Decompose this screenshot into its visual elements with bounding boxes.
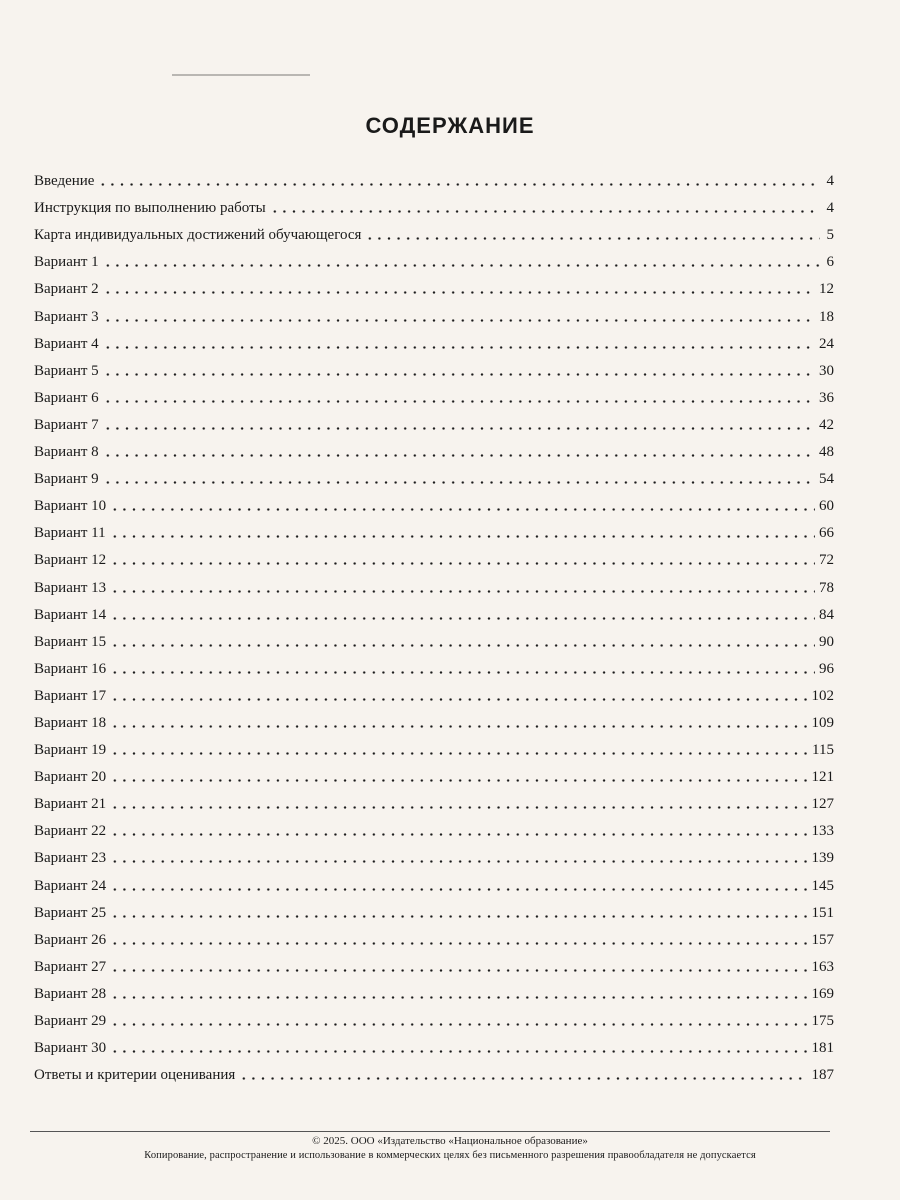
top-divider	[172, 74, 310, 76]
toc-entry-label: Вариант 30	[34, 1040, 107, 1057]
toc-entry-page-number: 169	[811, 985, 834, 1002]
toc-entry-label: Ответы и критерии оценивания	[34, 1067, 236, 1084]
dot-leader	[239, 1077, 807, 1080]
page-title: СОДЕРЖАНИЕ	[365, 113, 535, 138]
toc-entry-label: Вариант 8	[34, 444, 99, 461]
toc-entry-page-number: 181	[811, 1040, 834, 1057]
dot-leader	[110, 833, 807, 836]
toc-entry-page-number: 133	[811, 823, 834, 840]
toc-entry-page-number: 109	[811, 714, 834, 731]
toc-entry-page-number: 48	[819, 444, 834, 461]
toc-entry-page-number: 5	[826, 227, 834, 244]
dot-leader	[110, 671, 815, 674]
toc-entry[interactable]	[34, 541, 834, 568]
toc-entry-label: Вариант 26	[34, 931, 107, 948]
toc-entry-label: Вариант 18	[34, 714, 107, 731]
dot-leader	[103, 319, 815, 322]
toc-entry-page-number: 72	[819, 552, 834, 569]
toc-entry[interactable]	[34, 975, 834, 1002]
dot-leader	[110, 996, 807, 999]
dot-leader	[103, 400, 815, 403]
toc-entry-page-number: 36	[819, 389, 834, 406]
toc-entry-label: Вариант 24	[34, 877, 107, 894]
footer-divider	[30, 1131, 830, 1132]
toc-entry-page-number: 163	[811, 958, 834, 975]
toc-entry-page-number: 54	[819, 471, 834, 488]
toc-entry[interactable]	[34, 866, 834, 893]
toc-entry-page-number: 12	[819, 281, 834, 298]
toc-entry[interactable]	[34, 379, 834, 406]
dot-leader	[103, 291, 815, 294]
toc-entry-page-number: 175	[811, 1013, 834, 1029]
toc-entry[interactable]	[34, 839, 834, 866]
toc-entry[interactable]	[34, 758, 834, 785]
toc-entry-page-number: 4	[826, 200, 834, 217]
toc-entry-label: Вариант 4	[34, 335, 99, 352]
toc-entry-page-number: 60	[819, 498, 834, 515]
toc-entry-page-number: 127	[811, 796, 834, 813]
toc-entry-label: Вариант 19	[34, 742, 107, 759]
toc-entry[interactable]	[34, 352, 834, 379]
dot-leader	[110, 1023, 807, 1026]
toc-entry-label: Карта индивидуальных достижений обучающегося	[34, 227, 362, 244]
toc-entry[interactable]	[34, 677, 834, 704]
dot-leader	[103, 454, 815, 457]
toc-entry[interactable]	[34, 948, 834, 975]
toc-entry-label: Вариант 23	[34, 850, 107, 867]
toc-entry-page-number: 66	[819, 525, 834, 542]
toc-entry-label: Вариант 14	[34, 606, 107, 623]
dot-leader	[110, 562, 815, 565]
dot-leader	[103, 346, 815, 349]
dot-leader	[110, 725, 807, 728]
dot-leader	[110, 644, 815, 647]
dot-leader	[110, 888, 807, 891]
toc-entry[interactable]	[34, 1002, 834, 1029]
toc-entry-page-number: 30	[819, 362, 834, 379]
toc-entry[interactable]	[34, 623, 834, 650]
dot-leader	[110, 806, 807, 809]
dot-leader	[110, 915, 807, 918]
toc-entry-page-number: 90	[819, 633, 834, 650]
toc-entry-page-number: 157	[811, 931, 834, 948]
dot-leader	[270, 210, 820, 213]
toc-entry[interactable]	[34, 270, 834, 297]
toc-entry-page-number: 24	[819, 335, 834, 352]
dot-leader	[103, 264, 820, 267]
toc-entry-page-number: 96	[819, 660, 834, 677]
toc-entry[interactable]	[34, 487, 834, 514]
toc-entry[interactable]	[34, 894, 834, 921]
toc-entry[interactable]	[34, 650, 834, 677]
toc-entry-label: Вариант 29	[34, 1013, 107, 1029]
dot-leader	[110, 698, 807, 701]
toc-entry-label: Вариант 17	[34, 687, 107, 704]
toc-entry-label: Вариант 9	[34, 471, 99, 488]
toc-entry[interactable]	[34, 785, 834, 812]
dot-leader	[110, 590, 815, 593]
toc-entry-label: Вариант 2	[34, 281, 99, 298]
toc-entry[interactable]	[34, 568, 834, 595]
toc-entry[interactable]	[34, 406, 834, 433]
dot-leader	[110, 969, 807, 972]
toc-entry-label: Вариант 21	[34, 796, 107, 813]
toc-entry-label: Инструкция по выполнению работы	[34, 200, 266, 217]
dot-leader	[110, 1050, 807, 1053]
toc-entry-label: Вариант 22	[34, 823, 107, 840]
toc-entry-page-number: 84	[819, 606, 834, 623]
dot-leader	[98, 183, 820, 186]
toc-entry-page-number: 4	[826, 173, 834, 190]
toc-entry[interactable]	[34, 812, 834, 839]
toc-entry-label: Вариант 16	[34, 660, 107, 677]
dot-leader	[103, 373, 815, 376]
toc-entry-page-number: 6	[826, 254, 834, 271]
toc-entry-label: Вариант 11	[34, 525, 106, 542]
dot-leader	[110, 779, 807, 782]
toc-entry-page-number: 187	[811, 1067, 834, 1084]
toc-entry-label: Вариант 3	[34, 308, 99, 325]
toc-entry[interactable]	[34, 189, 834, 216]
toc-entry-label: Вариант 20	[34, 769, 107, 786]
toc-entry-page-number: 121	[811, 769, 834, 786]
table-of-contents	[34, 162, 834, 1083]
toc-entry-page-number: 18	[819, 308, 834, 325]
dot-leader	[110, 752, 808, 755]
toc-entry-label: Вариант 1	[34, 254, 99, 271]
dot-leader	[110, 535, 815, 538]
dot-leader	[110, 860, 807, 863]
toc-entry[interactable]	[34, 921, 834, 948]
dot-leader	[365, 237, 820, 240]
toc-entry-label: Вариант 27	[34, 958, 107, 975]
toc-entry-page-number: 139	[811, 850, 834, 867]
toc-entry-label: Вариант 15	[34, 633, 107, 650]
toc-entry[interactable]	[34, 243, 834, 270]
toc-entry-page-number: 102	[811, 687, 834, 704]
dot-leader	[110, 508, 815, 511]
toc-entry-page-number: 78	[819, 579, 834, 596]
toc-entry-label: Вариант 28	[34, 985, 107, 1002]
toc-entry[interactable]	[34, 704, 834, 731]
dot-leader	[110, 617, 815, 620]
toc-entry[interactable]	[34, 460, 834, 487]
dot-leader	[103, 481, 815, 484]
toc-entry[interactable]	[34, 731, 834, 758]
dot-leader	[110, 942, 807, 945]
toc-entry-page-number: 145	[811, 877, 834, 894]
toc-entry-label: Вариант 5	[34, 362, 99, 379]
toc-entry[interactable]	[34, 162, 834, 189]
toc-entry-label: Вариант 12	[34, 552, 107, 569]
toc-entry[interactable]	[34, 325, 834, 352]
toc-entry[interactable]	[34, 1029, 834, 1056]
toc-entry-page-number: 151	[811, 904, 834, 921]
dot-leader	[103, 427, 815, 430]
toc-entry-label: Вариант 10	[34, 498, 107, 515]
toc-entry[interactable]	[34, 514, 834, 541]
toc-entry-label: Вариант 25	[34, 904, 107, 921]
toc-entry[interactable]	[34, 1056, 834, 1083]
toc-entry-page-number: 115	[812, 742, 834, 759]
toc-entry[interactable]	[34, 433, 834, 460]
toc-entry[interactable]	[34, 297, 834, 324]
footer-notice: Копирование, распространение и использование в коммерческих целях без письменного разрешения правообладателя не допускается	[144, 1150, 756, 1161]
toc-entry[interactable]	[34, 216, 834, 243]
toc-entry-label: Вариант 7	[34, 416, 99, 433]
toc-entry-label: Введение	[34, 173, 95, 190]
toc-entry[interactable]	[34, 596, 834, 623]
toc-entry-label: Вариант 6	[34, 389, 99, 406]
toc-entry-page-number: 42	[819, 416, 834, 433]
toc-entry-label: Вариант 13	[34, 579, 107, 596]
footer-copyright: © 2025. ООО «Издательство «Национальное образование»	[312, 1135, 588, 1147]
